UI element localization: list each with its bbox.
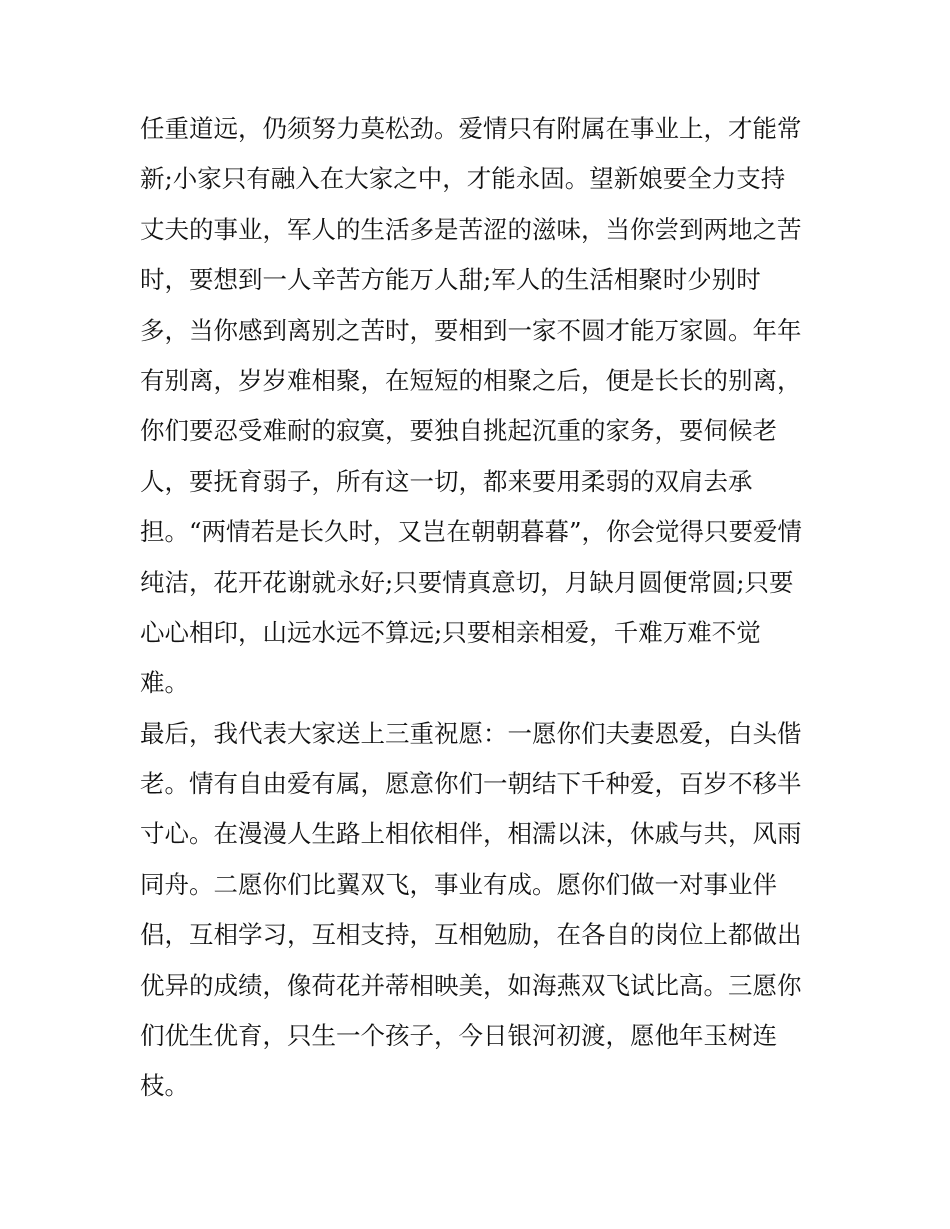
text-line: 心心相印，山远水远不算远;只要相亲相爱，千难万难不觉 (140, 617, 761, 647)
document-body (140, 104, 820, 1112)
text-line: 优异的成绩，像荷花并蒂相映美，如海燕双飞试比高。三愿你 (140, 970, 802, 1000)
text-line: 枝。 (140, 1071, 189, 1101)
text-line: 多，当你感到离别之苦时，要相到一家不圆才能万家圆。年年 (140, 315, 802, 345)
text-line: 你们要忍受难耐的寂寞，要独自挑起沉重的家务，要伺候老 (140, 416, 777, 446)
paragraph-1 (140, 104, 820, 709)
text-line: 丈夫的事业，军人的生活多是苦涩的滋味，当你尝到两地之苦 (140, 214, 802, 244)
text-line: 们优生优育，只生一个孩子，今日银河初渡，愿他年玉树连 (140, 1021, 777, 1051)
text-line: 难。 (140, 668, 189, 698)
text-line: 任重道远，仍须努力莫松劲。爱情只有附属在事业上，才能常 (140, 114, 802, 143)
text-line: 侣，互相学习，互相支持，互相勉励，在各自的岗位上都做出 (140, 920, 802, 950)
text-line: 担。“两情若是长久时，又岂在朝朝暮暮”，你会觉得只要爱情 (140, 517, 803, 547)
text-line: 新;小家只有融入在大家之中，才能永固。望新娘要全力支持 (140, 164, 786, 194)
text-line: 时，要想到一人辛苦方能万人甜;军人的生活相聚时少别时 (140, 265, 761, 295)
text-line: 同舟。二愿你们比翼双飞，事业有成。愿你们做一对事业伴 (140, 869, 777, 899)
text-line: 有别离，岁岁难相聚，在短短的相聚之后，便是长长的别离， (140, 365, 802, 395)
paragraph-2 (140, 709, 820, 1112)
text-line: 老。情有自由爱有属，愿意你们一朝结下千种爱，百岁不移半 (140, 769, 802, 799)
text-line: 寸心。在漫漫人生路上相依相伴，相濡以沫，休戚与共，风雨 (140, 819, 802, 849)
text-line: 最后，我代表大家送上三重祝愿：一愿你们夫妻恩爱，白头偕 (140, 718, 802, 748)
text-line: 人，要抚育弱子，所有这一切，都来要用柔弱的双肩去承 (140, 466, 753, 496)
text-line: 纯洁，花开花谢就永好;只要情真意切，月缺月圆便常圆;只要 (140, 567, 794, 597)
